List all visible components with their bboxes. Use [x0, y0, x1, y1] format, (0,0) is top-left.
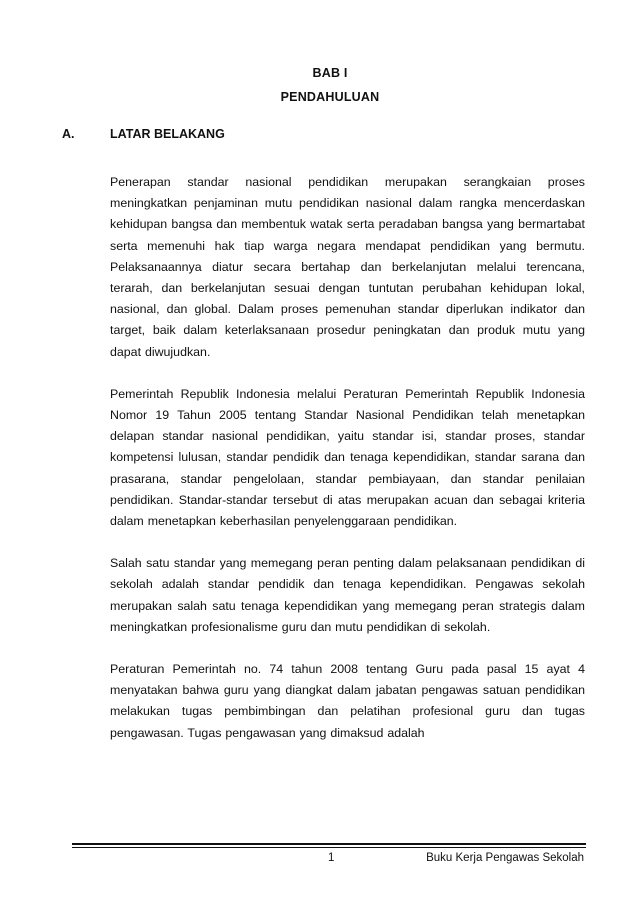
body-text: [110, 172, 585, 765]
footer-document-title: Buku Kerja Pengawas Sekolah: [426, 852, 584, 864]
paragraph: Penerapan standar nasional pendidikan merupakan serangkaian proses meningkatkan penjaminan mutu pendidikan nasional dalam rangka mencerdaskan kehidupan bangsa dan membentuk watak serta peradaban bangsa yang bermartabat serta memenuhi hak tiap warga negara mendapat pendidikan yang bermutu. Pelaksanaannya diatur secara bertahap dan berkelanjutan melalui terencana, terarah, dan berkelanjutan sesuai dengan tuntutan perubahan kehidupan lokal, nasional, dan global. Dalam proses pemenuhan standar diperlukan indikator dan target, baik dalam keterlaksanaan prosedur peningkatan dan produk mutu yang dapat diwujudkan.: [110, 175, 585, 359]
section-title: LATAR BELAKANG: [110, 127, 225, 141]
footer-divider-thick: [72, 843, 586, 845]
paragraph: Salah satu standar yang memegang peran penting dalam pelaksanaan pendidikan di sekolah adalah standar pendidik dan tenaga kependidikan. Pengawas sekolah merupakan salah satu tenaga kependidikan yang memegang peran strategis dalam meningkatkan profesionalisme guru dan mutu pendidikan di sekolah.: [110, 556, 585, 634]
footer-page-number: 1: [328, 852, 335, 864]
paragraph: Pemerintah Republik Indonesia melalui Peraturan Pemerintah Republik Indonesia Nomor 19 Tahun 2005 tentang Standar Nasional Pendidikan telah menetapkan delapan standar nasional pendidikan, yaitu standar isi, standar proses, standar kompetensi lulusan, standar pendidik dan tenaga kependidikan, standar sarana dan prasarana, standar pengelolaan, standar pembiayaan, dan standar penilaian pendidikan. Standar-standar tersebut di atas merupakan acuan dan sebagai kriteria dalam menetapkan keberhasilan penyelenggaraan pendidikan.: [110, 386, 585, 529]
footer-divider-thin: [72, 847, 586, 848]
section-letter: A.: [62, 127, 75, 141]
chapter-number: BAB I: [312, 66, 348, 80]
paragraph: Peraturan Pemerintah no. 74 tahun 2008 tentang Guru pada pasal 15 ayat 4 menyatakan bahwa guru yang diangkat dalam jabatan pengawas satuan pendidikan melakukan tugas pembimbingan dan pelatihan profesional guru dan tugas pengawasan. Tugas pengawasan yang dimaksud adalah: [110, 662, 585, 740]
section-heading: [62, 127, 225, 141]
chapter-title: PENDAHULUAN: [280, 90, 380, 104]
